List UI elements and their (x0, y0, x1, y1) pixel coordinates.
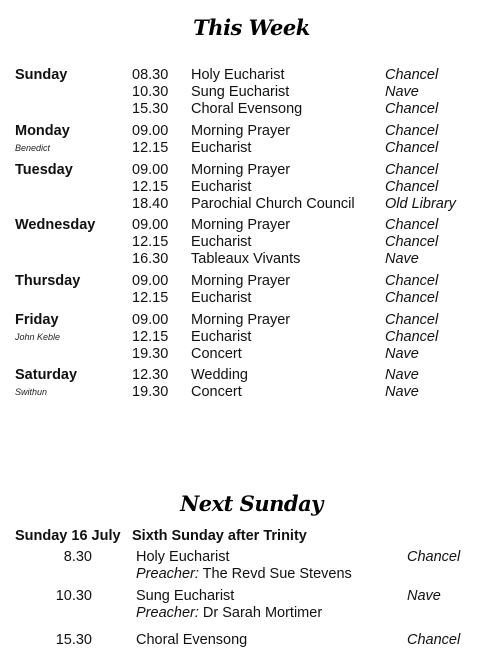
service-name: Eucharist (191, 140, 252, 156)
service-name: Sung Eucharist (136, 588, 235, 604)
service-time: 09.00 (132, 312, 169, 328)
service-name: Wedding (191, 367, 248, 383)
service-time: 09.00 (132, 217, 169, 233)
service-location: Chancel (385, 123, 439, 139)
next-sunday-heading: Next Sunday (180, 491, 323, 516)
service-time: 12.15 (132, 234, 169, 250)
service-name: Choral Evensong (136, 632, 248, 648)
service-time: 15.30 (55, 632, 92, 648)
service-location: Nave (407, 588, 441, 604)
day-label: Friday (15, 312, 59, 328)
preacher-label: Preacher: (136, 566, 199, 582)
service-name: Concert (191, 346, 242, 362)
service-time: 19.30 (132, 384, 169, 400)
service-time: 16.30 (132, 251, 169, 267)
service-time: 10.30 (132, 84, 169, 100)
service-time: 09.00 (132, 123, 169, 139)
service-name: Tableaux Vivants (191, 251, 301, 267)
day-label: Saturday (15, 367, 78, 383)
service-time: 12.15 (132, 290, 169, 306)
service-location: Chancel (385, 67, 439, 83)
service-location: Chancel (385, 312, 439, 328)
this-week-heading: This Week (193, 15, 310, 40)
service-name: Morning Prayer (191, 217, 291, 233)
service-time: 12.15 (132, 140, 169, 156)
service-location: Chancel (385, 329, 439, 345)
day-label: Thursday (15, 273, 81, 289)
service-time: 08.30 (132, 67, 169, 83)
service-location: Chancel (385, 217, 439, 233)
next-sunday-date: Sunday 16 July (15, 528, 121, 544)
service-location: Chancel (385, 162, 439, 178)
preacher-label: Preacher: (136, 605, 199, 621)
service-name: Sung Eucharist (191, 84, 290, 100)
preacher-name: Dr Sarah Mortimer (202, 605, 323, 621)
service-name: Morning Prayer (191, 123, 291, 139)
service-location: Chancel (407, 632, 461, 648)
service-time: 18.40 (132, 196, 169, 212)
service-time: 8.30 (63, 549, 92, 565)
service-location: Old Library (385, 196, 456, 212)
service-name: Eucharist (191, 329, 252, 345)
service-name: Eucharist (191, 234, 252, 250)
service-location: Chancel (385, 179, 439, 195)
service-name: Parochial Church Council (191, 196, 355, 212)
service-time: 12.15 (132, 329, 169, 345)
preacher-line (136, 605, 322, 621)
service-name: Concert (191, 384, 242, 400)
service-location: Nave (385, 346, 419, 362)
saint-day-label: Benedict (15, 143, 51, 153)
next-sunday-occasion: Sixth Sunday after Trinity (132, 528, 307, 544)
saint-day-label: Swithun (15, 387, 48, 397)
day-label: Monday (15, 123, 70, 139)
service-time: 09.00 (132, 162, 169, 178)
preacher-name: The Revd Sue Stevens (202, 566, 352, 582)
service-location: Nave (385, 384, 419, 400)
day-label: Sunday (15, 67, 68, 83)
service-time: 09.00 (132, 273, 169, 289)
day-label: Wednesday (15, 217, 96, 233)
service-name: Morning Prayer (191, 312, 291, 328)
service-location: Nave (385, 367, 419, 383)
service-location: Chancel (385, 140, 439, 156)
service-location: Chancel (385, 273, 439, 289)
service-time: 15.30 (132, 101, 169, 117)
saint-day-label: John Keble (15, 332, 61, 342)
service-time: 12.30 (132, 367, 169, 383)
service-location: Chancel (385, 101, 439, 117)
service-location: Chancel (385, 234, 439, 250)
service-name: Eucharist (191, 290, 252, 306)
day-label: Tuesday (15, 162, 73, 178)
service-name: Holy Eucharist (191, 67, 285, 83)
service-name: Morning Prayer (191, 273, 291, 289)
service-time: 10.30 (55, 588, 92, 604)
service-name: Choral Evensong (191, 101, 303, 117)
service-name: Morning Prayer (191, 162, 291, 178)
service-time: 19.30 (132, 346, 169, 362)
service-name: Holy Eucharist (136, 549, 230, 565)
service-time: 12.15 (132, 179, 169, 195)
service-location: Nave (385, 84, 419, 100)
service-location: Chancel (407, 549, 461, 565)
service-location: Nave (385, 251, 419, 267)
service-location: Chancel (385, 290, 439, 306)
preacher-line (136, 566, 352, 582)
service-name: Eucharist (191, 179, 252, 195)
